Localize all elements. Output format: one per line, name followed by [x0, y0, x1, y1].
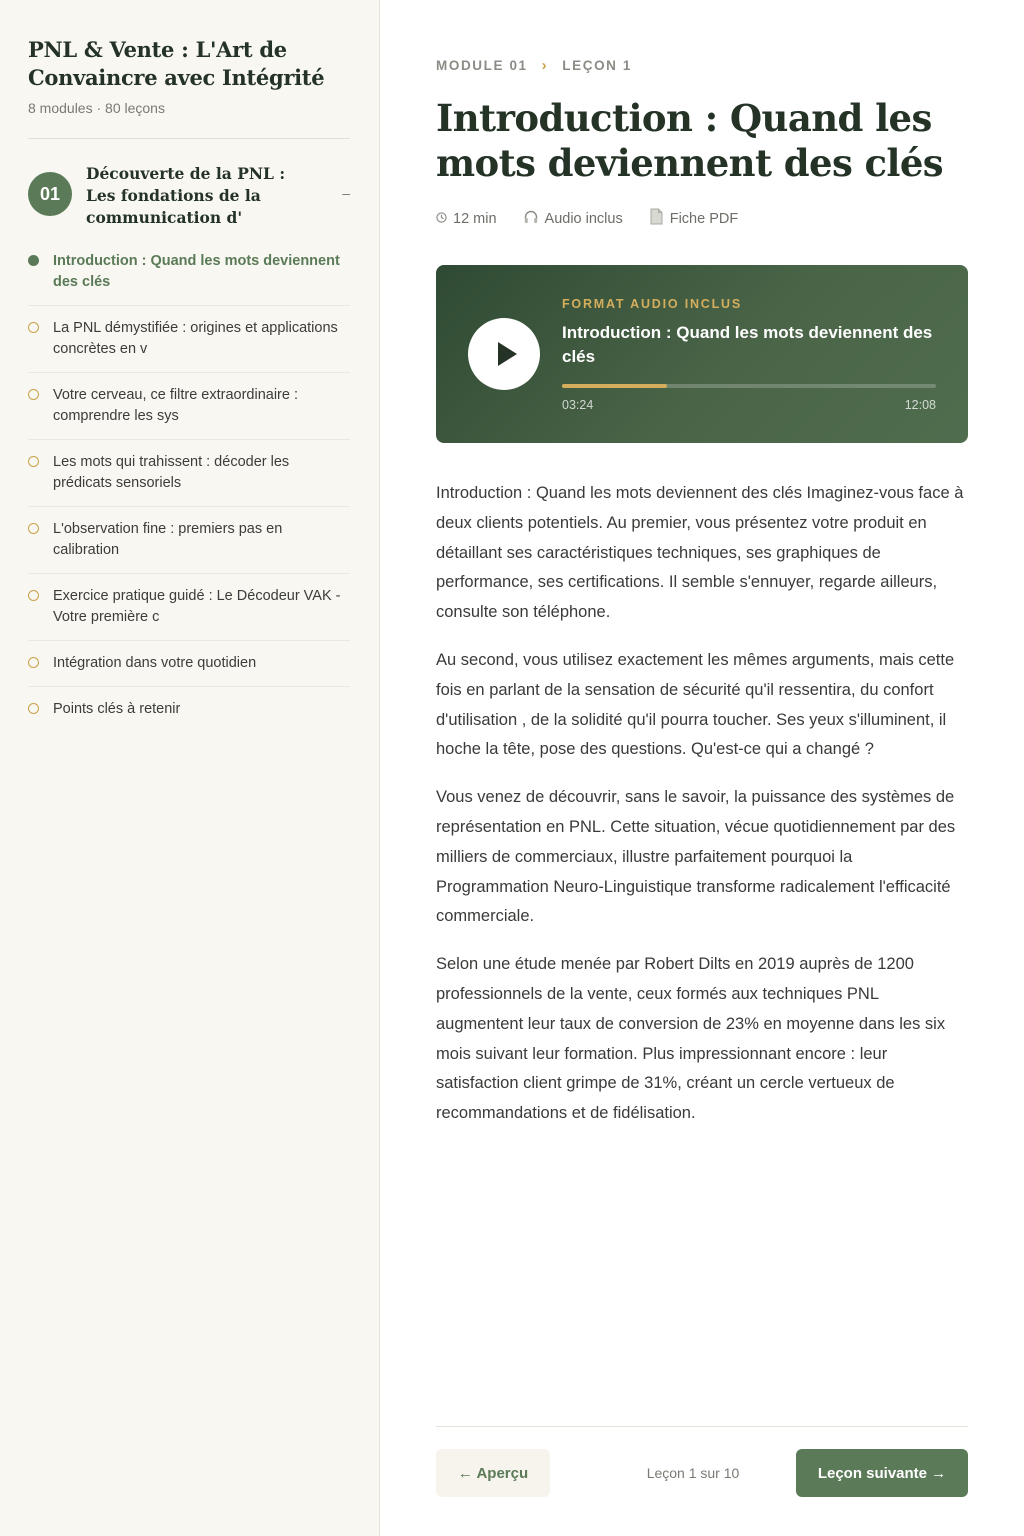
play-button[interactable] — [468, 318, 540, 390]
lesson-status-icon — [28, 389, 39, 400]
lesson-item[interactable] — [28, 699, 350, 732]
pdf-meta-text: Fiche PDF — [669, 210, 739, 227]
breadcrumb — [436, 57, 968, 74]
course-title: PNL & Vente : L'Art de Convaincre avec Intégrité — [28, 37, 325, 90]
clock-icon — [436, 211, 447, 227]
module-title: Découverte de la PNL : Les fondations de la communication d' — [86, 164, 286, 227]
lesson-body — [436, 479, 968, 1129]
lesson-pager: Leçon 1 sur 10 — [646, 1465, 740, 1481]
breadcrumb-lesson: LEÇON 1 — [562, 58, 632, 73]
audio-total-time: 12:08 — [904, 398, 936, 412]
lesson-item[interactable] — [28, 452, 350, 507]
chevron-right-icon: › — [541, 57, 549, 74]
duration-meta — [436, 211, 497, 227]
audio-meta-text: Audio inclus — [544, 210, 623, 227]
lesson-item[interactable] — [28, 318, 350, 373]
course-meta: 8 modules · 80 leçons — [28, 100, 165, 116]
lesson-status-icon — [28, 456, 39, 467]
lesson-item[interactable] — [28, 385, 350, 440]
audio-progress-bar[interactable] — [562, 384, 936, 388]
audio-times — [562, 398, 936, 412]
lesson-meta — [436, 208, 968, 229]
body-paragraph: Introduction : Quand les mots deviennent des clés Imaginez-vous face à deux clients potentiels. Au premier, vous présentez votre produit en détaillant ses caractéristiques techniques, ses graphiques de performance, ses certifications. Il semble s'ennuyer, regarde ailleurs, consulte son téléphone. — [436, 484, 964, 622]
audio-kicker: FORMAT AUDIO INCLUS — [562, 297, 743, 311]
duration-text: 12 min — [453, 210, 497, 227]
lesson-status-icon — [28, 523, 39, 534]
sidebar-divider — [28, 138, 350, 139]
lesson-status-icon — [28, 703, 39, 714]
page-title: Introduction : Quand les mots deviennent des clés — [436, 96, 944, 185]
audio-current-time: 03:24 — [562, 398, 594, 412]
lesson-status-icon — [28, 322, 39, 333]
document-icon — [649, 208, 664, 229]
lesson-list — [28, 251, 350, 732]
sidebar — [0, 0, 380, 1536]
lesson-item[interactable] — [28, 653, 350, 687]
module-number-badge: 01 — [28, 172, 72, 216]
lesson-label: Les mots qui trahissent : décoder les prédicats sensoriels — [53, 454, 290, 491]
lesson-label: Intégration dans votre quotidien — [53, 655, 257, 671]
body-paragraph: Vous venez de découvrir, sans le savoir, la puissance des systèmes de représentation en PNL. Cette situation, vécue quotidiennement par des milliers de commerciaux, illustre parfaitement pourquoi la Programmation Neuro-Linguistique transforme radicalement l'efficacité commerciale. — [436, 788, 956, 926]
lesson-item[interactable] — [28, 519, 350, 574]
body-paragraph: Selon une étude menée par Robert Dilts en 2019 auprès de 1200 professionnels de la vente, ceux formés aux techniques PNL augmentent leur taux de conversion de 23% en moyenne dans les six mois suivant leur formation. Plus impressionnant encore : leur satisfaction client grimpe de 31%, créant un cercle vertueux de recommandations et de fidélisation. — [436, 955, 946, 1123]
lesson-content — [436, 0, 968, 1147]
lesson-label: Points clés à retenir — [53, 701, 181, 717]
lesson-item[interactable] — [28, 251, 350, 306]
lesson-status-icon — [28, 590, 39, 601]
module-header[interactable] — [28, 163, 350, 229]
play-icon — [498, 342, 517, 366]
audio-title: Introduction : Quand les mots deviennent des clés — [562, 323, 933, 366]
audio-progress-fill — [562, 384, 667, 388]
lesson-navigation — [436, 1426, 968, 1497]
audio-meta[interactable] — [523, 209, 623, 229]
next-lesson-button[interactable]: Leçon suivante → — [796, 1449, 968, 1497]
headphones-icon — [523, 209, 539, 229]
audio-player — [436, 265, 968, 443]
lesson-label: Exercice pratique guidé : Le Décodeur VAK - Votre première c — [53, 588, 341, 625]
previous-button[interactable]: ← Aperçu — [436, 1449, 550, 1497]
lesson-label: Introduction : Quand les mots deviennent des clés — [53, 253, 340, 290]
lesson-status-icon — [28, 657, 39, 668]
pdf-meta[interactable] — [649, 208, 739, 229]
body-paragraph: Au second, vous utilisez exactement les mêmes arguments, mais cette fois en parlant de la sensation de sécurité qu'il ressentira, du confort d'utilisation , de la solidité qu'il pourra toucher. Ses yeux s'illuminent, il hoche la tête, pose des questions. Qu'est-ce qui a changé ? — [436, 650, 955, 759]
lesson-label: L'observation fine : premiers pas en calibration — [53, 521, 283, 558]
lesson-label: Votre cerveau, ce filtre extraordinaire : comprendre les sys — [53, 387, 299, 424]
breadcrumb-module[interactable]: MODULE 01 — [436, 58, 528, 73]
lesson-item[interactable] — [28, 586, 350, 641]
collapse-toggle-icon[interactable]: – — [342, 185, 350, 201]
audio-info — [562, 297, 936, 412]
lesson-status-icon — [28, 255, 39, 266]
lesson-label: La PNL démystifiée : origines et applications concrètes en v — [53, 320, 338, 357]
